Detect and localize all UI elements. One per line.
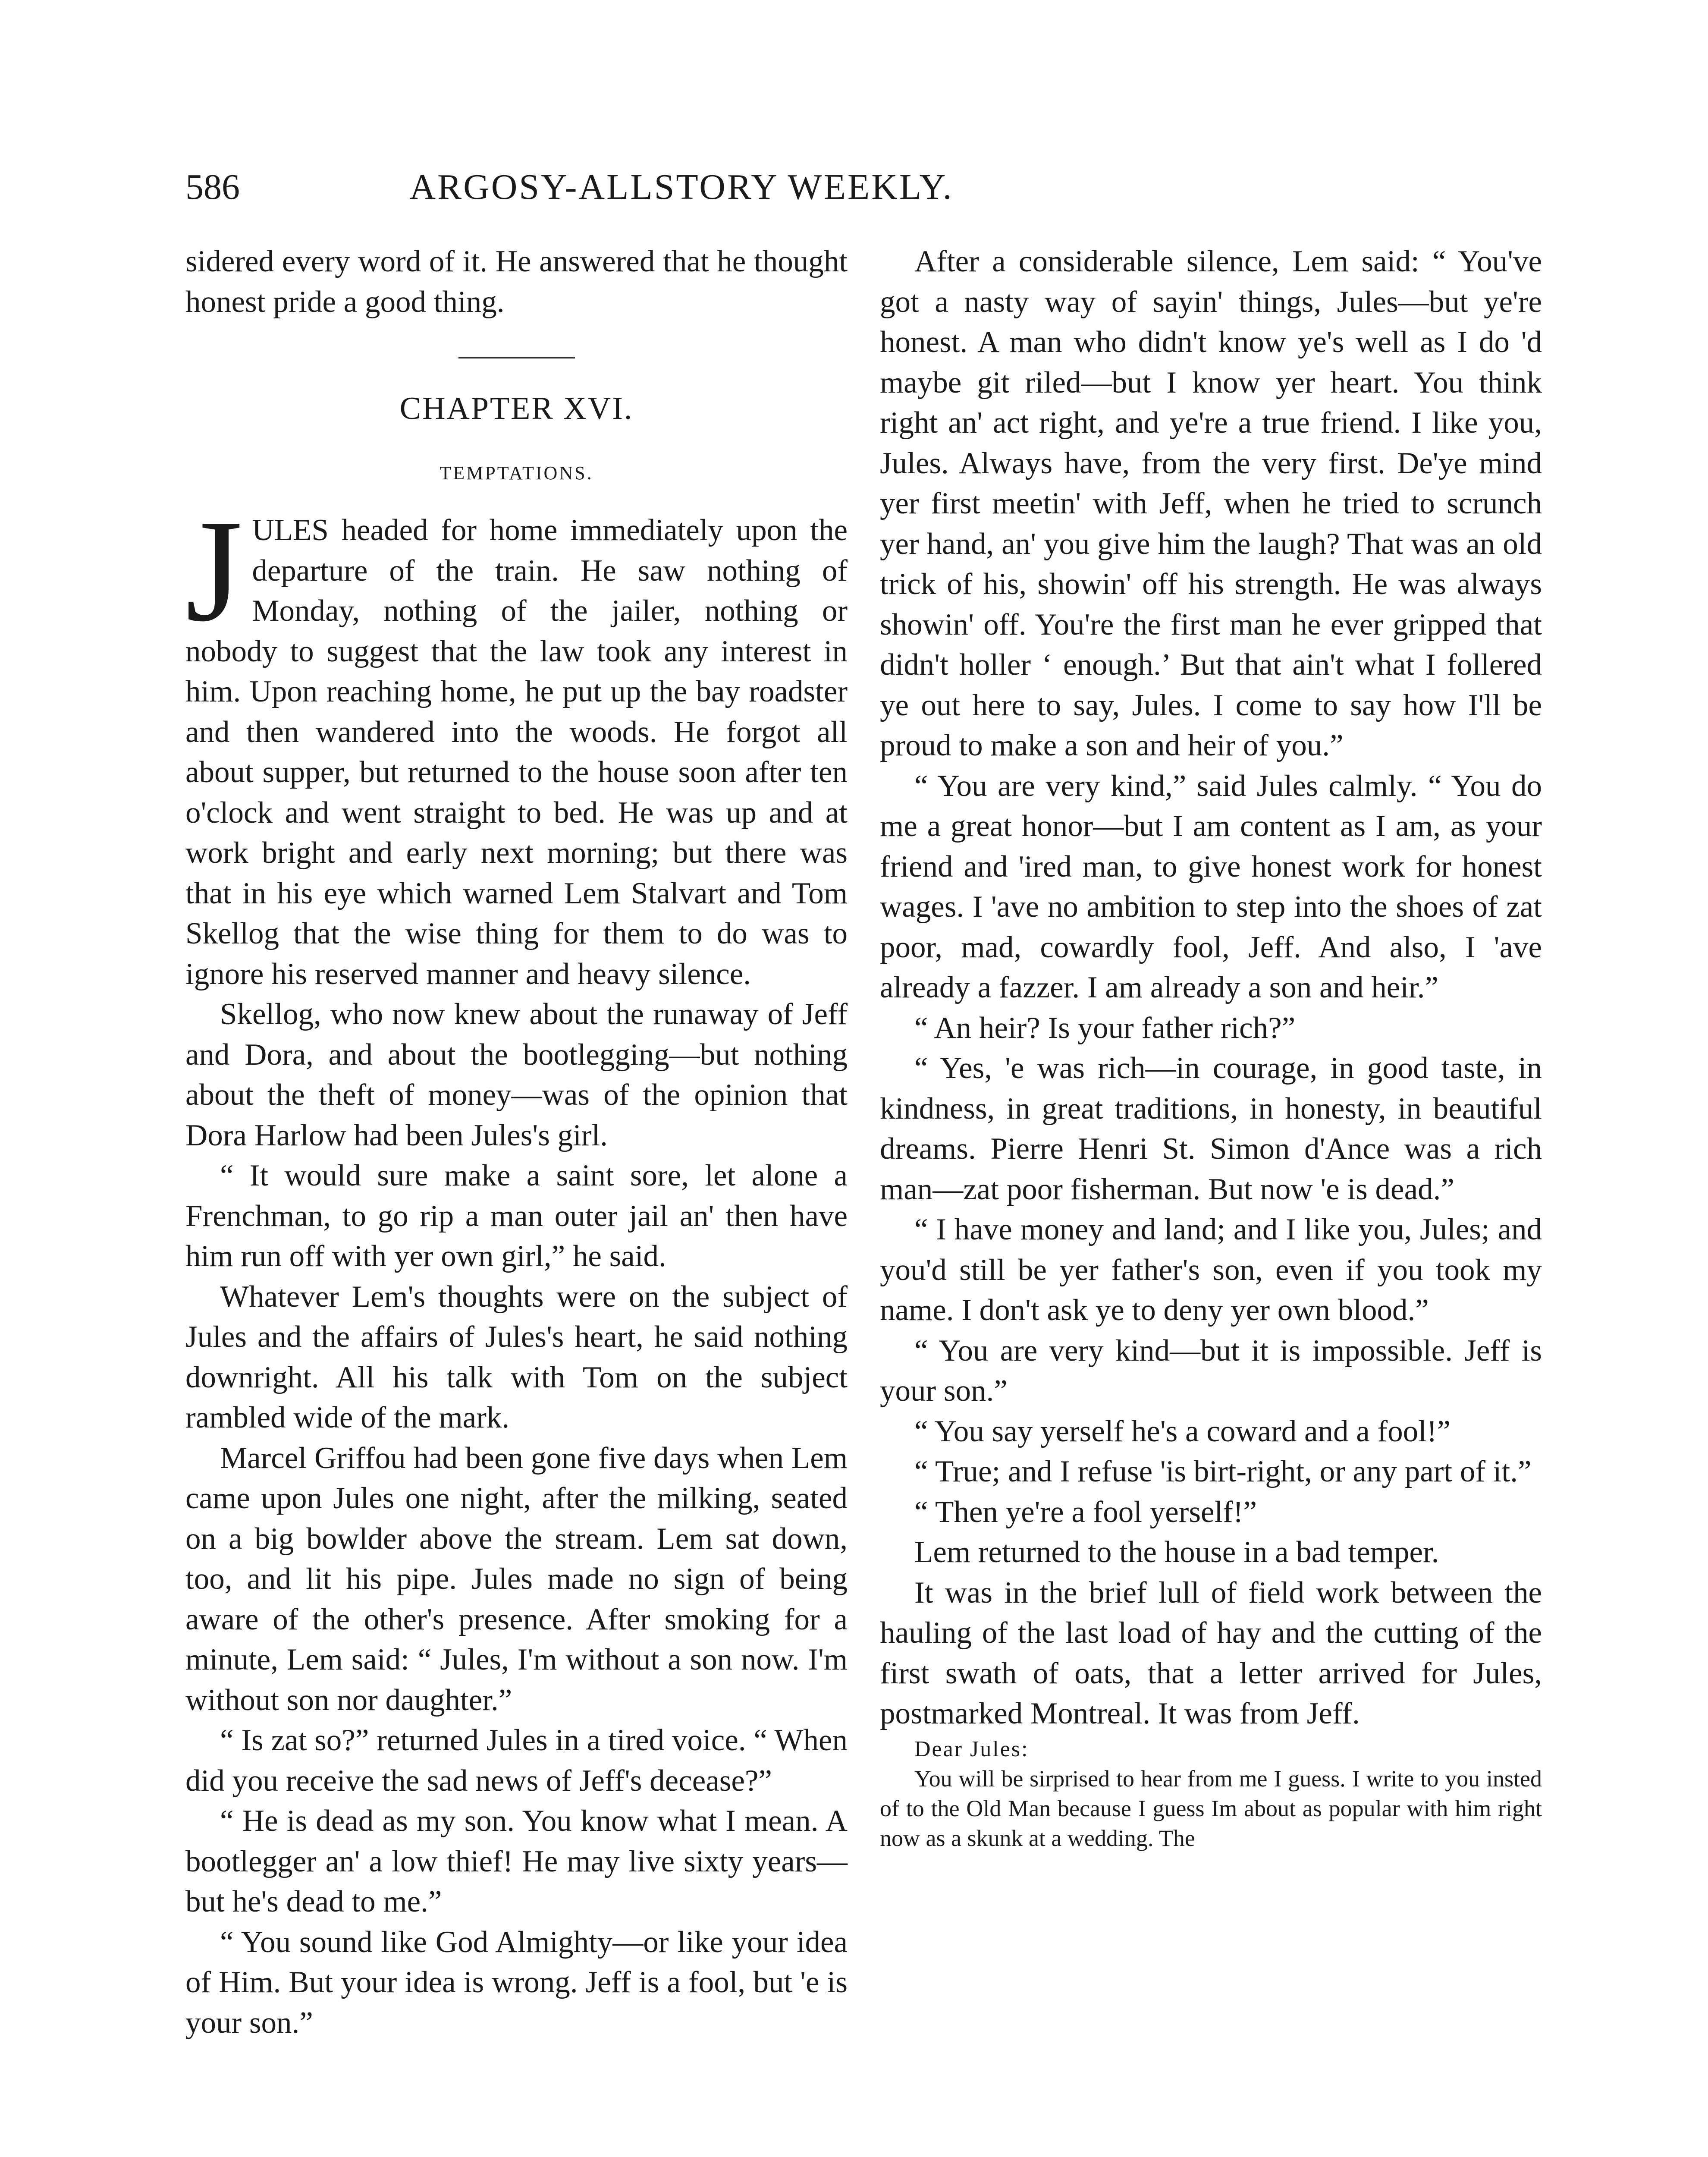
paragraph: “ True; and I refuse 'is birt-right, or any part of it.” <box>914 1455 1532 1488</box>
paragraph: “ It would sure make a saint sore, let alone a Frenchman, to go rip a man outer jail an' then have him run off with yer own girl,” he said. <box>185 1159 848 1273</box>
right-column <box>880 242 1542 1853</box>
paragraph: “ I have money and land; and I like you, Jules; and you'd still be yer father's son, even if you took my name. I don't ask ye to deny yer own blood.” <box>880 1213 1542 1327</box>
drop-cap: J <box>185 489 243 652</box>
paragraph: Lem returned to the house in a bad temper. <box>914 1535 1439 1569</box>
paragraph: “ You sound like God Almighty—or like your idea of Him. But your idea is wrong. Jeff is a fool, but 'e is your son.” <box>185 1925 848 2040</box>
paragraph: “ He is dead as my son. You know what I mean. A bootlegger an' a low thief! He may live sixty years—but he's dead to me.” <box>185 1804 848 1918</box>
paragraph: “ You say yerself he's a coward and a fool!” <box>914 1414 1451 1448</box>
paragraph: Marcel Griffou had been gone five days when Lem came upon Jules one night, after the milking, seated on a big bowlder above the stream. Lem sat down, too, and lit his pipe. Jules made no sign of being aware of the other's presence. After smoking for a minute, Lem said: “ Jules, I'm without a son now. I'm without son nor daughter.” <box>185 1441 848 1717</box>
opening-paragraph-text: ULES headed for home immediately upon the departure of the train. He saw nothing of Monday, nothing of the jailer, nothing or nobody to suggest that the law took any interest in him. Upon reaching home, he put up the bay roadster and then wandered into the woods. He forgot all about supper, but returned to the house soon after ten o'clock and went straight to bed. He was up and at work bright and early next morning; but there was that in his eye which warned Lem Stalvart and Tom Skellog that the wise thing for them to do was to ignore his reserved manner and heavy silence. <box>185 513 848 991</box>
paragraph: After a considerable silence, Lem said: “ You've got a nasty way of sayin' things, Jules—but ye're honest. A man who didn't know ye's well as I do 'd maybe git riled—but I know yer heart. You think right an' act right, and ye're a true friend. I like you, Jules. Always have, from the very first. De'ye mind yer first meetin' with Jeff, when he tried to scrunch yer hand, an' you give him the laugh? That was an old trick of his, showin' off his strength. He was always showin' off. You're the first man he ever gripped that didn't holler ‘ enough.’ But that ain't what I follered ye out here to say, Jules. I come to say how I'll be proud to make a son and heir of you.” <box>880 245 1542 762</box>
paragraph: “ You are very kind—but it is impossible. Jeff is your son.” <box>880 1333 1542 1408</box>
page-number: 586 <box>185 167 240 207</box>
page-header <box>185 166 1177 222</box>
letter-body: You will be sirprised to hear from me I guess. I write to you insted of to the Old Man because I guess Im about as popular with him right now as a skunk at a wedding. The <box>880 1765 1542 1851</box>
carryover-paragraph: sidered every word of it. He answered that he thought honest pride a good thing. <box>185 245 848 319</box>
paragraph: “ You are very kind,” said Jules calmly. “ You do me a great honor—but I am content as I am, as your friend and 'ired man, to give honest work for honest wages. I 'ave no ambition to step into the shoes of zat poor, mad, cowardly fool, Jeff. And also, I 'ave already a fazzer. I am already a son and heir.” <box>880 769 1542 1004</box>
chapter-title: CHAPTER XVI. <box>399 391 634 426</box>
letter <box>880 1734 1542 1853</box>
letter-salutation: Dear Jules: <box>914 1736 1029 1761</box>
opening-paragraph <box>185 489 848 994</box>
running-head: ARGOSY-ALLSTORY WEEKLY. <box>409 167 954 207</box>
paragraph: “ Yes, 'e was rich—in courage, in good taste, in kindness, in great traditions, in honesty, in beautiful dreams. Pierre Henri St. Simon d'Ance was a rich man—zat poor fisherman. But now 'e is dead.” <box>880 1051 1542 1206</box>
paragraph: Whatever Lem's thoughts were on the subject of Jules and the affairs of Jules's heart, he said nothing downright. All his talk with Tom on the subject rambled wide of the mark. <box>185 1280 848 1434</box>
section-divider <box>458 357 575 358</box>
paragraph: “ Then ye're a fool yerself!” <box>914 1495 1257 1529</box>
chapter-subtitle: TEMPTATIONS. <box>440 462 593 484</box>
left-column <box>185 242 848 2043</box>
paragraph: “ Is zat so?” returned Jules in a tired voice. “ When did you receive the sad news of Jeff's decease?” <box>185 1723 848 1798</box>
paragraph: “ An heir? Is your father rich?” <box>914 1011 1296 1045</box>
paragraph: It was in the brief lull of field work between the hauling of the last load of hay and the cutting of the first swath of oats, that a letter arrived for Jules, postmarked Montreal. It was from Jeff. <box>880 1575 1542 1730</box>
paragraph: Skellog, who now knew about the runaway of Jeff and Dora, and about the bootlegging—but nothing about the theft of money—was of the opinion that Dora Harlow had been Jules's girl. <box>185 997 848 1152</box>
